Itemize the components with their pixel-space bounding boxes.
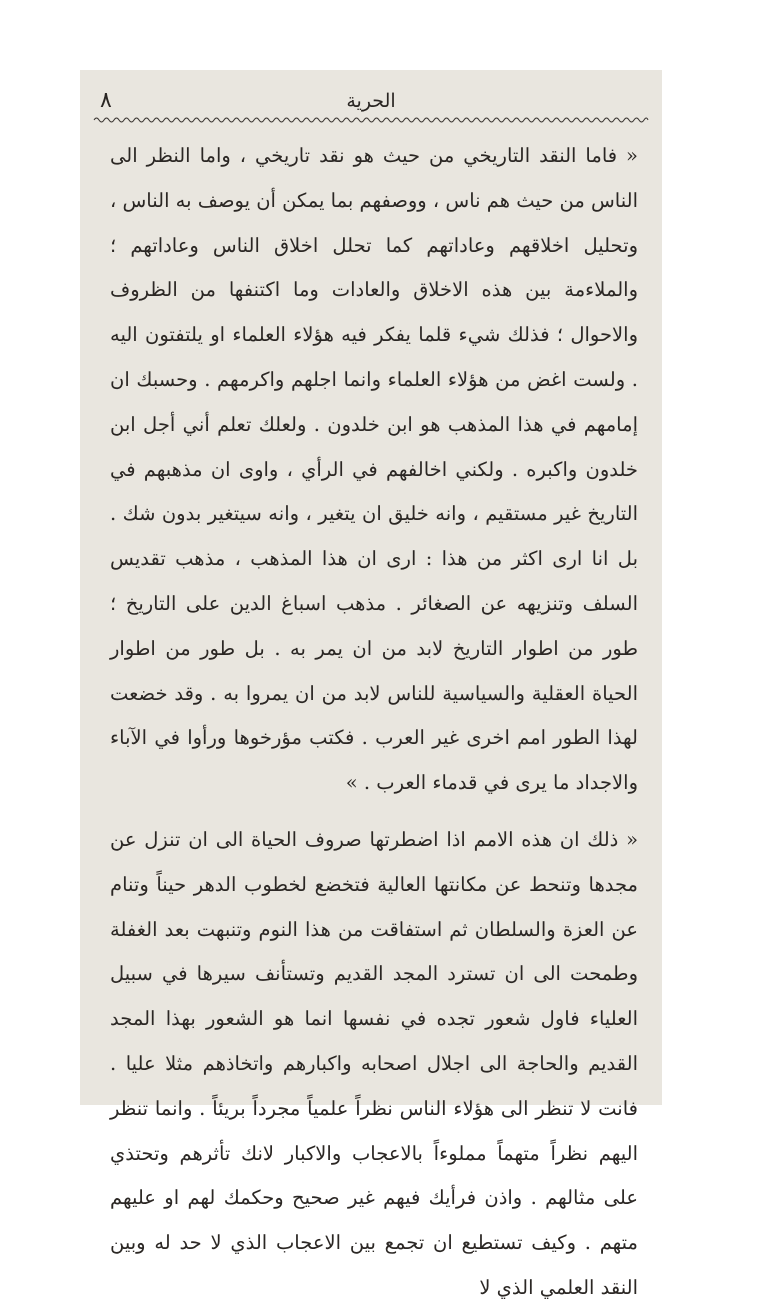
book-page xyxy=(80,70,662,1299)
page-number: ٨ xyxy=(100,88,112,113)
body-text xyxy=(110,134,638,1311)
decorative-wavy-rule xyxy=(94,116,648,124)
running-title: الحرية xyxy=(346,90,396,112)
paragraph: « ذلك ان هذه الامم اذا اضطرتها صروف الحياة الى ان تنزل عن مجدها وتنحط عن مكانتها العالية فتخضع لخطوب الدهر حيناً وتنام عن العزة والسلطان ثم استفاقت من هذا النوم وتنبهت بعد الغفلة وطمحت الى ان تسترد المجد القديم وتستأنف سيرها في سبيل العلياء فاول شعور تجده في نفسها انما هو الشعور بهذا المجد القديم والحاجة الى اجلال اصحابه واكبارهم واتخاذهم مثلا عليا . فانت لا تنظر الى هؤلاء الناس نظراً علمياً مجرداً بريئاً . وانما تنظر اليهم نظراً متهماً مملوءاً بالاعجاب والاكبار لانك تأثرهم وتحتذي على مثالهم . واذن فرأيك فيهم غير صحيح وحكمك لهم او عليهم متهم . وكيف تستطيع ان تجمع بين الاعجاب الذي لا حد له وبين النقد العلمي الذي لا xyxy=(110,827,638,1299)
page-header xyxy=(80,88,662,118)
paragraph: « فاما النقد التاريخي من حيث هو نقد تاريخي ، واما النظر الى الناس من حيث هم ناس ، ووصفهم بما يمكن أن يوصف به الناس ، وتحليل اخلاقهم وعاداتهم كما تحلل اخلاق الناس وعاداتهم ؛ والملاءمة بين هذه الاخلاق والعادات وما اكتنفها من الظروف والاحوال ؛ فذلك شيء قلما يفكر فيه هؤلاء العلماء او يلتفتون اليه . ولست اغض من هؤلاء العلماء وانما اجلهم واكرمهم . وحسبك ان إمامهم في هذا المذهب هو ابن خلدون . ولعلك تعلم أني أجل ابن خلدون واكبره . ولكني اخالفهم في الرأي ، واوى ان مذهبهم في التاريخ غير مستقيم ، وانه خليق ان يتغير ، وانه سيتغير بدون شك . بل انا ارى اكثر من هذا : ارى ان هذا المذهب ، مذهب تقديس السلف وتنزيهه عن الصغائر . مذهب اسباغ الدين على التاريخ ؛ طور من اطوار التاريخ لابد من ان يمر به . بل طور من اطوار الحياة العقلية والسياسية للناس لابد من ان يمروا به . وقد خضعت لهذا الطور امم اخرى غير العرب . فكتب مؤرخوها ورأوا في الآباء والاجداد ما يرى في قدماء العرب . » xyxy=(110,144,638,795)
